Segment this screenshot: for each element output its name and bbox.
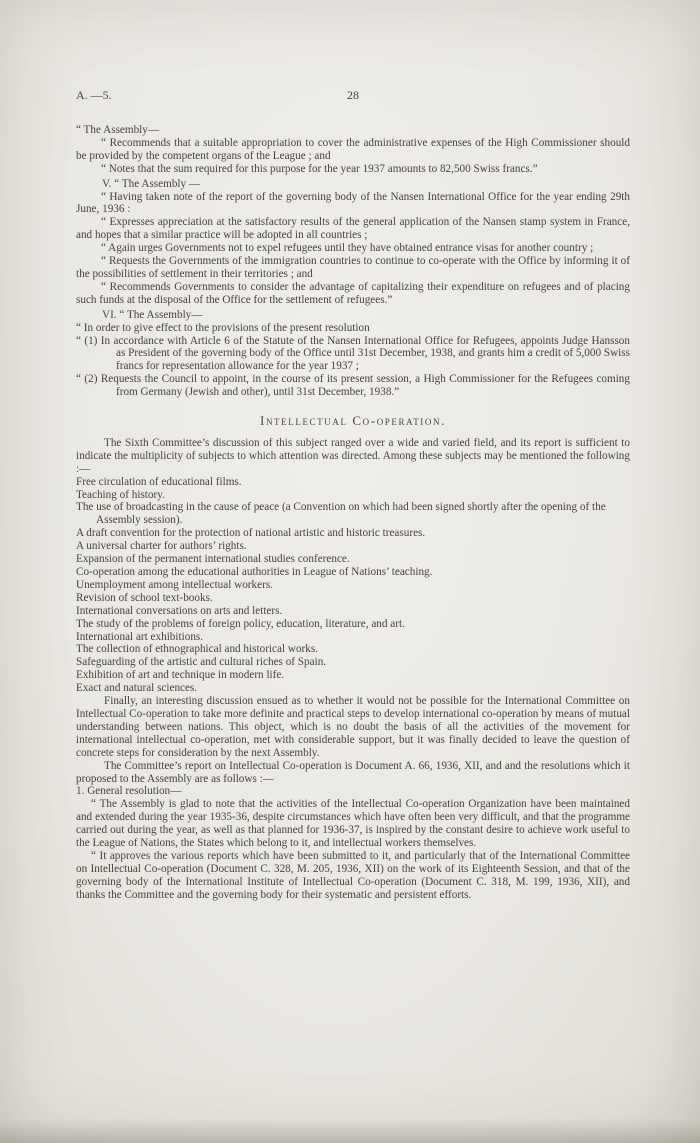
- resolution-vi-intro: “ In order to give effect to the provisions of the present resolution: [76, 321, 370, 334]
- resolution-paragraph: “ It approves the various reports which have been submitted to it, and particularly that of the International Committee on Intellectual Co-operation (Document C. 328, M. 205, 1936, XII) on the work of its Eighteenth Session, and that of the governing body of the International Institute of Intellectual Co-operation (Document C. 318, M. 199, 1936, XII), and thanks the Committee and the governing body for their systematic and persistent efforts.: [76, 849, 630, 901]
- resolution-paragraph: “ Recommends Governments to consider the advantage of capitalizing their expenditure on refugees and of placing such funds at the disposal of the Office for the settlement of refugees.”: [76, 280, 630, 306]
- list-item: A universal charter for authors’ rights.: [76, 540, 247, 553]
- body-paragraph: The Sixth Committee’s discussion of this subject ranged over a wide and varied field, and its report is sufficient to indicate the multiplicity of subjects to which attention was directed. Among these subjects may be mentioned the following :—: [76, 436, 630, 475]
- list-item: Exhibition of art and technique in modern life.: [76, 669, 285, 682]
- resolution-paragraph: “ Again urges Governments not to expel refugees until they have obtained entrance visas for another country ;: [101, 242, 594, 255]
- resolution-sub-item: “ (2) Requests the Council to appoint, in the course of its present session, a High Commissioner for the Refugees coming from Germany (Jewish and other), until 31st December, 1938.”: [76, 373, 630, 399]
- list-item: International conversations on arts and letters.: [76, 604, 283, 617]
- resolution-iv-lead: “ The Assembly—: [76, 124, 160, 136]
- body-paragraph: The Committee’s report on Intellectual Co-operation is Document A. 66, 1936, XII, and and the resolutions which it proposed to the Assembly are as follows :—: [76, 759, 630, 785]
- list-item: International art exhibitions.: [76, 630, 204, 643]
- list-item: Teaching of history.: [76, 488, 165, 501]
- resolution-paragraph: “ Recommends that a suitable appropriation to cover the administrative expenses of the High Commissioner should be provided by the competent organs of the League ; and: [76, 136, 630, 162]
- section-heading: Intellectual Co-operation.: [260, 413, 446, 429]
- list-item: Safeguarding of the artistic and cultural riches of Spain.: [76, 656, 327, 669]
- list-item: Co-operation among the educational authorities in League of Nations’ teaching.: [76, 566, 433, 578]
- resolution-sub-item: “ (1) In accordance with Article 6 of the Statute of the Nansen International Office for Refugees, appoints Judge Hansson as President of the governing body of the Office until 31st December, 1938, and grants him a credit of 5,000 Swiss francs for representation allowance for the year 1937 ;: [76, 334, 630, 373]
- list-item: The use of broadcasting in the cause of peace (a Convention on which had been signed shortly after the opening of the Assembly session).: [76, 501, 606, 527]
- page-header: [76, 88, 630, 102]
- general-resolution-label: 1. General resolution—: [76, 785, 182, 798]
- list-item: Expansion of the permanent international studies conference.: [76, 553, 350, 566]
- resolution-v-lead: V. “ The Assembly —: [102, 177, 201, 190]
- resolution-vi-lead: VI. “ The Assembly—: [102, 308, 203, 321]
- resolution-paragraph: “ The Assembly is glad to note that the activities of the Intellectual Co-operation Organization have been maintained and extended during the year 1935-36, despite circumstances which have often been very difficult, and that the programme carried out during the year, as well as that planned for 1936-37, is inspired by the constant desire to achieve work useful to the League of Nations, the States which belong to it, and intellectual workers themselves.: [76, 798, 630, 850]
- resolution-paragraph: “ Notes that the sum required for this purpose for the year 1937 amounts to 82,500 Swiss francs.”: [101, 162, 538, 175]
- document-body: [76, 124, 630, 902]
- body-paragraph: Finally, an interesting discussion ensued as to whether it would not be possible for the International Committee on Intellectual Co-operation to take more definite and practical steps to develop international co-operation by means of mutual understanding between nations. This object, which is no doubt the basis of all the activities of the movement for international intellectual co-operation, met with considerable support, but it was finally decided to leave the question of concrete steps for consideration by the next Assembly.: [76, 695, 630, 759]
- resolution-paragraph: “ Expresses appreciation at the satisfactory results of the general application of the Nansen stamp system in France, and hopes that a similar practice will be adopted in all countries ;: [76, 216, 630, 242]
- list-item: Revision of school text-books.: [76, 591, 213, 604]
- list-item: Free circulation of educational films.: [76, 475, 242, 488]
- list-item: The study of the problems of foreign policy, education, literature, and art.: [76, 617, 405, 630]
- resolution-paragraph: “ Requests the Governments of the immigration countries to continue to co-operate with the Office by informing it of the possibilities of settlement in their territories ; and: [76, 255, 630, 280]
- list-item: A draft convention for the protection of national artistic and historic treasures.: [76, 527, 426, 540]
- resolution-paragraph: “ Having taken note of the report of the governing body of the Nansen International Office for the year ending 29th June, 1936 :: [76, 190, 630, 216]
- doc-reference: A. —5.: [76, 88, 112, 102]
- list-item: Unemployment among intellectual workers.: [76, 578, 273, 591]
- list-item: The collection of ethnographical and historical works.: [76, 643, 319, 656]
- list-item: Exact and natural sciences.: [76, 682, 198, 695]
- page-number: 28: [347, 88, 359, 102]
